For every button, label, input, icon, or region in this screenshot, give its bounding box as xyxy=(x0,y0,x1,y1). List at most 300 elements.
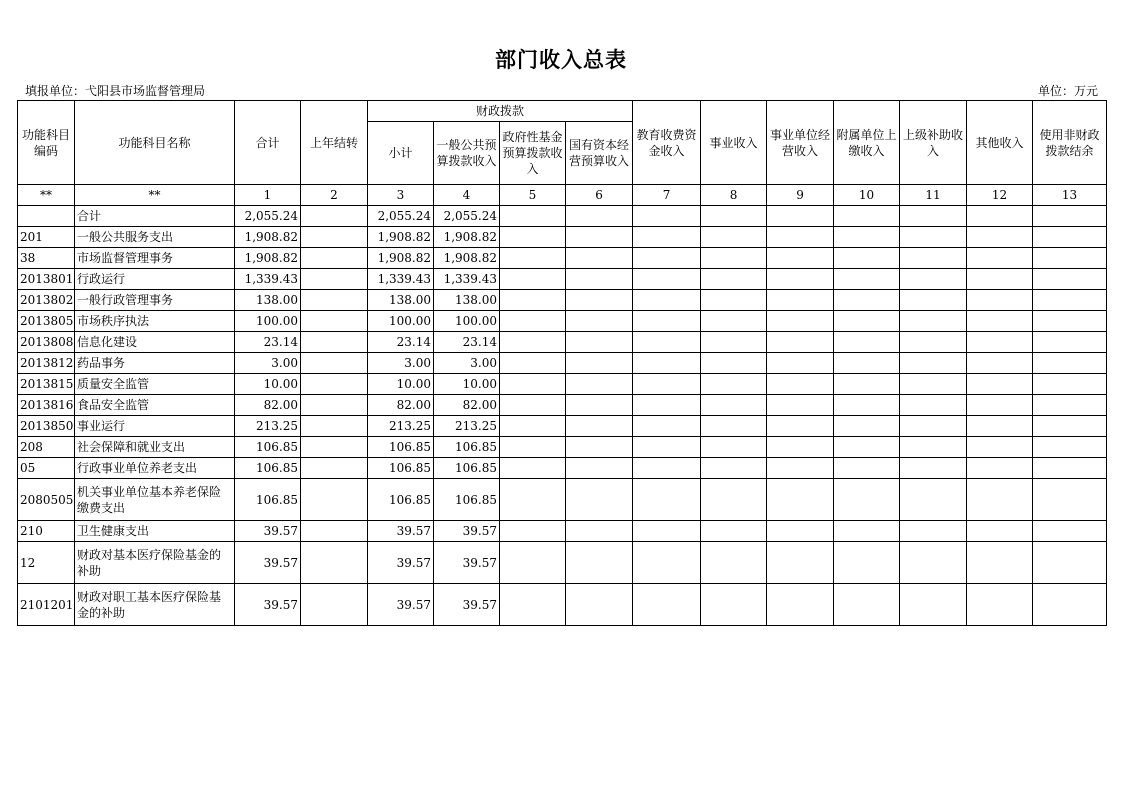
row-business-income xyxy=(701,227,767,248)
row-gov-fund xyxy=(500,332,566,353)
row-education-fee xyxy=(633,416,701,437)
row-name: 机关事业单位基本养老保险缴费支出 xyxy=(75,479,235,521)
row-other-income xyxy=(967,332,1033,353)
row-other-income xyxy=(967,290,1033,311)
header-general-budget: 一般公共预算拨款收入 xyxy=(434,122,500,185)
row-carryover xyxy=(301,521,368,542)
row-gov-fund xyxy=(500,374,566,395)
row-operating-income xyxy=(767,395,834,416)
row-carryover xyxy=(301,395,368,416)
row-total: 1,339.43 xyxy=(235,269,301,290)
row-non-fiscal-balance xyxy=(1033,374,1107,395)
column-number: 5 xyxy=(500,185,566,206)
row-other-income xyxy=(967,542,1033,584)
row-affiliated xyxy=(834,248,900,269)
row-subtotal: 3.00 xyxy=(368,353,434,374)
row-code: 2013815 xyxy=(18,374,75,395)
row-superior-subsidy xyxy=(900,269,967,290)
row-education-fee xyxy=(633,227,701,248)
row-total: 106.85 xyxy=(235,479,301,521)
row-operating-income xyxy=(767,332,834,353)
row-total: 39.57 xyxy=(235,584,301,626)
row-non-fiscal-balance xyxy=(1033,206,1107,227)
row-name: 一般行政管理事务 xyxy=(75,290,235,311)
row-general-budget: 138.00 xyxy=(434,290,500,311)
row-general-budget: 106.85 xyxy=(434,479,500,521)
row-non-fiscal-balance xyxy=(1033,290,1107,311)
column-number: 13 xyxy=(1033,185,1107,206)
row-name: 药品事务 xyxy=(75,353,235,374)
row-subtotal: 1,908.82 xyxy=(368,248,434,269)
row-name: 质量安全监管 xyxy=(75,374,235,395)
row-gov-fund xyxy=(500,479,566,521)
row-non-fiscal-balance xyxy=(1033,458,1107,479)
table-row xyxy=(18,269,1107,290)
row-operating-income xyxy=(767,290,834,311)
row-total: 3.00 xyxy=(235,353,301,374)
row-gov-fund xyxy=(500,227,566,248)
row-carryover xyxy=(301,353,368,374)
table-row xyxy=(18,458,1107,479)
row-total: 138.00 xyxy=(235,290,301,311)
row-state-capital xyxy=(566,206,633,227)
row-education-fee xyxy=(633,374,701,395)
row-carryover xyxy=(301,542,368,584)
row-general-budget: 2,055.24 xyxy=(434,206,500,227)
row-total: 23.14 xyxy=(235,332,301,353)
row-code: 2013816 xyxy=(18,395,75,416)
row-subtotal: 106.85 xyxy=(368,479,434,521)
row-business-income xyxy=(701,584,767,626)
row-code: 2013808 xyxy=(18,332,75,353)
row-business-income xyxy=(701,290,767,311)
table-row xyxy=(18,374,1107,395)
row-affiliated xyxy=(834,332,900,353)
row-total: 106.85 xyxy=(235,458,301,479)
row-carryover xyxy=(301,437,368,458)
row-affiliated xyxy=(834,521,900,542)
page-title: 部门收入总表 xyxy=(495,48,627,72)
row-affiliated xyxy=(834,311,900,332)
row-education-fee xyxy=(633,353,701,374)
row-other-income xyxy=(967,521,1033,542)
row-general-budget: 213.25 xyxy=(434,416,500,437)
row-other-income xyxy=(967,584,1033,626)
row-affiliated xyxy=(834,458,900,479)
row-carryover xyxy=(301,584,368,626)
header-superior-subsidy: 上级补助收入 xyxy=(900,101,967,185)
row-code: 2013812 xyxy=(18,353,75,374)
row-education-fee xyxy=(633,206,701,227)
row-other-income xyxy=(967,374,1033,395)
header-operating-income: 事业单位经营收入 xyxy=(767,101,834,185)
row-carryover xyxy=(301,479,368,521)
row-other-income xyxy=(967,416,1033,437)
row-gov-fund xyxy=(500,416,566,437)
table-row xyxy=(18,290,1107,311)
row-affiliated xyxy=(834,353,900,374)
row-state-capital xyxy=(566,374,633,395)
row-affiliated xyxy=(834,269,900,290)
row-affiliated xyxy=(834,227,900,248)
row-non-fiscal-balance xyxy=(1033,416,1107,437)
row-subtotal: 106.85 xyxy=(368,437,434,458)
row-gov-fund xyxy=(500,395,566,416)
row-gov-fund xyxy=(500,584,566,626)
row-general-budget: 3.00 xyxy=(434,353,500,374)
row-name: 合计 xyxy=(75,206,235,227)
row-subtotal: 39.57 xyxy=(368,584,434,626)
row-code: 208 xyxy=(18,437,75,458)
row-code: 210 xyxy=(18,521,75,542)
column-number: ** xyxy=(18,185,75,206)
row-non-fiscal-balance xyxy=(1033,521,1107,542)
row-other-income xyxy=(967,395,1033,416)
row-business-income xyxy=(701,521,767,542)
table-row xyxy=(18,395,1107,416)
row-education-fee xyxy=(633,311,701,332)
column-number: 3 xyxy=(368,185,434,206)
row-gov-fund xyxy=(500,521,566,542)
header-carryover: 上年结转 xyxy=(301,101,368,185)
row-affiliated xyxy=(834,584,900,626)
row-superior-subsidy xyxy=(900,521,967,542)
row-subtotal: 1,908.82 xyxy=(368,227,434,248)
row-superior-subsidy xyxy=(900,332,967,353)
row-subtotal: 2,055.24 xyxy=(368,206,434,227)
row-total: 100.00 xyxy=(235,311,301,332)
row-total: 82.00 xyxy=(235,395,301,416)
row-subtotal: 82.00 xyxy=(368,395,434,416)
header-education-fee: 教育收费资金收入 xyxy=(633,101,701,185)
row-business-income xyxy=(701,353,767,374)
row-superior-subsidy xyxy=(900,374,967,395)
row-education-fee xyxy=(633,395,701,416)
table-row xyxy=(18,584,1107,626)
row-other-income xyxy=(967,437,1033,458)
row-business-income xyxy=(701,311,767,332)
table-row xyxy=(18,416,1107,437)
row-subtotal: 1,339.43 xyxy=(368,269,434,290)
column-number: 4 xyxy=(434,185,500,206)
table-row xyxy=(18,332,1107,353)
header-other-income: 其他收入 xyxy=(967,101,1033,185)
row-gov-fund xyxy=(500,206,566,227)
row-carryover xyxy=(301,332,368,353)
row-other-income xyxy=(967,353,1033,374)
row-operating-income xyxy=(767,311,834,332)
row-code: 2013802 xyxy=(18,290,75,311)
row-code: 2080505 xyxy=(18,479,75,521)
row-non-fiscal-balance xyxy=(1033,542,1107,584)
row-operating-income xyxy=(767,584,834,626)
row-education-fee xyxy=(633,332,701,353)
row-gov-fund xyxy=(500,542,566,584)
reporting-unit: 填报单位：弋阳县市场监督管理局 xyxy=(25,84,206,98)
row-name: 卫生健康支出 xyxy=(75,521,235,542)
row-name: 财政对职工基本医疗保险基金的补助 xyxy=(75,584,235,626)
row-superior-subsidy xyxy=(900,416,967,437)
income-table xyxy=(17,100,1107,626)
row-name: 信息化建设 xyxy=(75,332,235,353)
column-number: ** xyxy=(75,185,235,206)
row-superior-subsidy xyxy=(900,311,967,332)
row-carryover xyxy=(301,206,368,227)
row-state-capital xyxy=(566,248,633,269)
row-affiliated xyxy=(834,479,900,521)
header-subtotal: 小计 xyxy=(368,122,434,185)
row-other-income xyxy=(967,311,1033,332)
row-affiliated xyxy=(834,395,900,416)
row-general-budget: 23.14 xyxy=(434,332,500,353)
row-state-capital xyxy=(566,458,633,479)
row-subtotal: 39.57 xyxy=(368,521,434,542)
column-number: 8 xyxy=(701,185,767,206)
row-affiliated xyxy=(834,437,900,458)
row-subtotal: 10.00 xyxy=(368,374,434,395)
row-state-capital xyxy=(566,395,633,416)
row-gov-fund xyxy=(500,269,566,290)
row-other-income xyxy=(967,458,1033,479)
row-other-income xyxy=(967,206,1033,227)
row-superior-subsidy xyxy=(900,584,967,626)
row-non-fiscal-balance xyxy=(1033,311,1107,332)
row-state-capital xyxy=(566,584,633,626)
row-non-fiscal-balance xyxy=(1033,248,1107,269)
row-superior-subsidy xyxy=(900,458,967,479)
row-business-income xyxy=(701,269,767,290)
column-number: 2 xyxy=(301,185,368,206)
row-name: 食品安全监管 xyxy=(75,395,235,416)
row-total: 39.57 xyxy=(235,521,301,542)
column-number: 7 xyxy=(633,185,701,206)
row-operating-income xyxy=(767,374,834,395)
row-name: 市场秩序执法 xyxy=(75,311,235,332)
row-superior-subsidy xyxy=(900,353,967,374)
row-affiliated xyxy=(834,416,900,437)
row-superior-subsidy xyxy=(900,206,967,227)
row-operating-income xyxy=(767,353,834,374)
header-fiscal-group: 财政拨款 xyxy=(368,101,633,122)
row-gov-fund xyxy=(500,458,566,479)
row-code xyxy=(18,206,75,227)
column-number: 12 xyxy=(967,185,1033,206)
column-number: 11 xyxy=(900,185,967,206)
row-gov-fund xyxy=(500,437,566,458)
row-other-income xyxy=(967,227,1033,248)
row-total: 213.25 xyxy=(235,416,301,437)
row-general-budget: 1,339.43 xyxy=(434,269,500,290)
column-number: 9 xyxy=(767,185,834,206)
row-state-capital xyxy=(566,311,633,332)
row-total: 1,908.82 xyxy=(235,248,301,269)
row-gov-fund xyxy=(500,248,566,269)
row-carryover xyxy=(301,227,368,248)
row-code: 201 xyxy=(18,227,75,248)
row-non-fiscal-balance xyxy=(1033,353,1107,374)
row-superior-subsidy xyxy=(900,248,967,269)
row-subtotal: 23.14 xyxy=(368,332,434,353)
row-education-fee xyxy=(633,248,701,269)
row-carryover xyxy=(301,290,368,311)
row-carryover xyxy=(301,458,368,479)
row-business-income xyxy=(701,416,767,437)
row-code: 2101201 xyxy=(18,584,75,626)
row-state-capital xyxy=(566,269,633,290)
row-code: 2013805 xyxy=(18,311,75,332)
row-gov-fund xyxy=(500,353,566,374)
row-general-budget: 106.85 xyxy=(434,458,500,479)
row-business-income xyxy=(701,458,767,479)
row-code: 05 xyxy=(18,458,75,479)
row-business-income xyxy=(701,374,767,395)
row-education-fee xyxy=(633,437,701,458)
row-affiliated xyxy=(834,374,900,395)
row-name: 行政事业单位养老支出 xyxy=(75,458,235,479)
row-non-fiscal-balance xyxy=(1033,332,1107,353)
row-state-capital xyxy=(566,290,633,311)
header-total: 合计 xyxy=(235,101,301,185)
row-total: 2,055.24 xyxy=(235,206,301,227)
header-name: 功能科目名称 xyxy=(75,101,235,185)
row-general-budget: 82.00 xyxy=(434,395,500,416)
row-superior-subsidy xyxy=(900,395,967,416)
header-affiliated: 附属单位上缴收入 xyxy=(834,101,900,185)
row-business-income xyxy=(701,248,767,269)
row-name: 事业运行 xyxy=(75,416,235,437)
row-total: 1,908.82 xyxy=(235,227,301,248)
header-state-capital: 国有资本经营预算收入 xyxy=(566,122,633,185)
currency-unit: 单位：万元 xyxy=(1037,84,1098,98)
row-affiliated xyxy=(834,206,900,227)
row-affiliated xyxy=(834,542,900,584)
row-business-income xyxy=(701,332,767,353)
row-affiliated xyxy=(834,290,900,311)
row-operating-income xyxy=(767,248,834,269)
column-number: 6 xyxy=(566,185,633,206)
row-education-fee xyxy=(633,290,701,311)
row-code: 2013850 xyxy=(18,416,75,437)
table-row xyxy=(18,521,1107,542)
row-state-capital xyxy=(566,521,633,542)
row-superior-subsidy xyxy=(900,479,967,521)
row-operating-income xyxy=(767,521,834,542)
row-state-capital xyxy=(566,227,633,248)
row-gov-fund xyxy=(500,311,566,332)
row-name: 一般公共服务支出 xyxy=(75,227,235,248)
row-education-fee xyxy=(633,479,701,521)
table-row xyxy=(18,206,1107,227)
row-general-budget: 39.57 xyxy=(434,542,500,584)
row-subtotal: 39.57 xyxy=(368,542,434,584)
row-operating-income xyxy=(767,227,834,248)
row-operating-income xyxy=(767,458,834,479)
table-row xyxy=(18,311,1107,332)
row-code: 2013801 xyxy=(18,269,75,290)
row-subtotal: 138.00 xyxy=(368,290,434,311)
row-business-income xyxy=(701,479,767,521)
row-state-capital xyxy=(566,416,633,437)
row-education-fee xyxy=(633,542,701,584)
row-business-income xyxy=(701,206,767,227)
row-total: 10.00 xyxy=(235,374,301,395)
row-non-fiscal-balance xyxy=(1033,437,1107,458)
row-carryover xyxy=(301,311,368,332)
row-total: 39.57 xyxy=(235,542,301,584)
row-other-income xyxy=(967,269,1033,290)
table-row xyxy=(18,353,1107,374)
row-education-fee xyxy=(633,458,701,479)
row-superior-subsidy xyxy=(900,437,967,458)
row-non-fiscal-balance xyxy=(1033,584,1107,626)
row-general-budget: 1,908.82 xyxy=(434,227,500,248)
row-name: 行政运行 xyxy=(75,269,235,290)
row-business-income xyxy=(701,395,767,416)
row-business-income xyxy=(701,542,767,584)
row-operating-income xyxy=(767,437,834,458)
row-general-budget: 106.85 xyxy=(434,437,500,458)
row-operating-income xyxy=(767,206,834,227)
row-name: 社会保障和就业支出 xyxy=(75,437,235,458)
row-total: 106.85 xyxy=(235,437,301,458)
row-name: 财政对基本医疗保险基金的补助 xyxy=(75,542,235,584)
header-non-fiscal-balance: 使用非财政拨款结余 xyxy=(1033,101,1107,185)
row-general-budget: 10.00 xyxy=(434,374,500,395)
row-state-capital xyxy=(566,542,633,584)
row-state-capital xyxy=(566,332,633,353)
row-state-capital xyxy=(566,437,633,458)
row-gov-fund xyxy=(500,290,566,311)
row-carryover xyxy=(301,269,368,290)
row-state-capital xyxy=(566,353,633,374)
row-education-fee xyxy=(633,521,701,542)
table-row xyxy=(18,437,1107,458)
row-subtotal: 213.25 xyxy=(368,416,434,437)
row-operating-income xyxy=(767,416,834,437)
row-operating-income xyxy=(767,269,834,290)
row-superior-subsidy xyxy=(900,542,967,584)
row-operating-income xyxy=(767,542,834,584)
row-state-capital xyxy=(566,479,633,521)
row-carryover xyxy=(301,248,368,269)
row-carryover xyxy=(301,374,368,395)
row-non-fiscal-balance xyxy=(1033,269,1107,290)
row-superior-subsidy xyxy=(900,290,967,311)
row-other-income xyxy=(967,248,1033,269)
header-gov-fund: 政府性基金预算拨款收入 xyxy=(500,122,566,185)
row-superior-subsidy xyxy=(900,227,967,248)
row-general-budget: 1,908.82 xyxy=(434,248,500,269)
row-name: 市场监督管理事务 xyxy=(75,248,235,269)
row-subtotal: 100.00 xyxy=(368,311,434,332)
row-non-fiscal-balance xyxy=(1033,479,1107,521)
table-row xyxy=(18,227,1107,248)
row-non-fiscal-balance xyxy=(1033,227,1107,248)
row-general-budget: 39.57 xyxy=(434,521,500,542)
row-business-income xyxy=(701,437,767,458)
column-number: 1 xyxy=(235,185,301,206)
table-row xyxy=(18,542,1107,584)
table-row xyxy=(18,479,1107,521)
header-business-income: 事业收入 xyxy=(701,101,767,185)
row-subtotal: 106.85 xyxy=(368,458,434,479)
column-number: 10 xyxy=(834,185,900,206)
row-education-fee xyxy=(633,269,701,290)
row-education-fee xyxy=(633,584,701,626)
row-general-budget: 100.00 xyxy=(434,311,500,332)
row-code: 12 xyxy=(18,542,75,584)
row-other-income xyxy=(967,479,1033,521)
